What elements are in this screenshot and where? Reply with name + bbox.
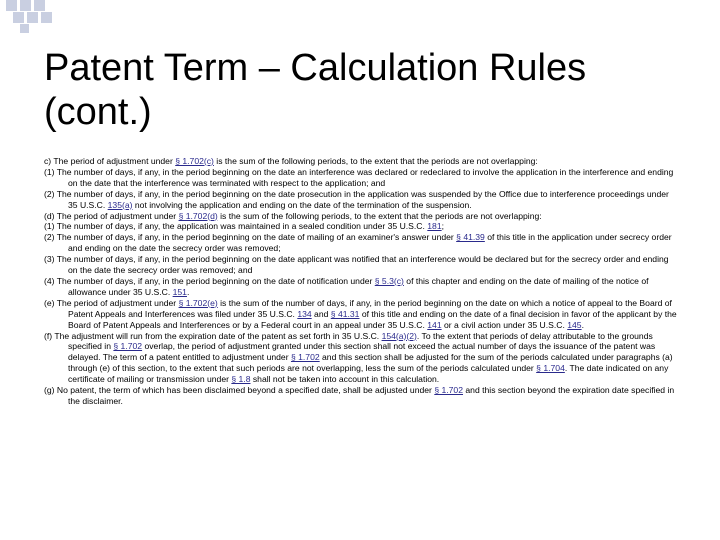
- paragraph-text: and this section beyond the expiration date specified in the disclaimer.: [68, 385, 675, 406]
- paragraph-text: of this title in the application under secrecy order and ending on the date the secrecy order was removed;: [68, 232, 672, 254]
- paragraph-text: not involving the application and ending on the date of the termination of the suspension.: [132, 199, 472, 210]
- paragraph-text: (4) The number of days, if any, in the period beginning on the date of notification under: [44, 275, 375, 286]
- citation-link[interactable]: § 1.704: [536, 363, 565, 374]
- paragraph-text: shall not be taken into account in this calculation.: [250, 374, 440, 385]
- rule-paragraph: [44, 331, 680, 386]
- paragraph-text: . To the extent that periods of delay attributable to the grounds specified in: [68, 330, 653, 352]
- rule-paragraph: [44, 189, 680, 211]
- paragraph-text: of this chapter and ending on the date of mailing of the notice of allowance under 35 U.S.C.: [68, 275, 649, 297]
- paragraph-text: . The date indicated on any certificate of mailing or transmission under: [68, 363, 669, 385]
- paragraph-text: (1) The number of days, if any, in the period beginning on the date an interference was declared or redeclared to involve the application in the interference and ending on the date that the interference was terminated with respect to the application; and: [44, 166, 674, 188]
- rule-paragraph: [44, 385, 680, 407]
- citation-link[interactable]: § 1.702: [113, 341, 143, 352]
- citation-link[interactable]: § 1.702(c): [175, 156, 214, 166]
- citation-link[interactable]: 141: [427, 319, 442, 330]
- paragraph-text: (2) The number of days, if any, in the period beginning on the date of mailing of an examiner's answer under: [44, 232, 457, 243]
- paragraph-text: is the sum of the following periods, to the extent that the periods are not overlapping:: [217, 210, 542, 221]
- paragraph-text: .: [581, 319, 584, 330]
- paragraph-text: .: [186, 286, 190, 297]
- paragraph-text: and: [311, 308, 331, 319]
- corner-decoration: [0, 0, 60, 34]
- citation-link[interactable]: § 1.8: [231, 374, 251, 385]
- rule-paragraph: [44, 232, 680, 254]
- paragraph-text: of this title and ending on the date of a final decision in favor of the applicant by the Board of Patent Appeals and Interferences or by a Federal court in an appeal under 35 U.S.C.: [68, 308, 677, 330]
- paragraph-text: is the sum of the following periods, to the extent that the periods are not overlapping:: [213, 156, 538, 166]
- citation-link[interactable]: 135(a): [107, 199, 133, 210]
- paragraph-text: (3) The number of days, if any, in the period beginning on the date applicant was notified that an interference would be declared but for the secrecy order and ending on the date the secrecy order was removed; and: [44, 254, 669, 276]
- paragraph-text: c) The period of adjustment under: [44, 156, 176, 166]
- slide-body: [44, 156, 680, 407]
- citation-link[interactable]: 154(a)(2): [381, 330, 417, 341]
- citation-link[interactable]: 145: [567, 319, 582, 330]
- citation-link[interactable]: § 1.702: [434, 385, 463, 396]
- citation-link[interactable]: § 5.3(c): [374, 275, 404, 286]
- paragraph-text: (1) The number of days, if any, the application was maintained in a sealed condition under 35 U.S.C.: [44, 221, 428, 232]
- paragraph-text: (2) The number of days, if any, in the period beginning on the date prosecution in the application was suspended by the Office due to interference proceedings under 35 U.S.C.: [44, 188, 669, 210]
- paragraph-text: ;: [441, 221, 445, 232]
- paragraph-text: or a civil action under 35 U.S.C.: [441, 319, 568, 330]
- paragraph-text: (f) The adjustment will run from the expiration date of the patent as set forth in 35 U.S.C.: [44, 330, 382, 341]
- paragraph-text: (g) No patent, the term of which has been disclaimed beyond a specified date, shall be adjusted under: [44, 385, 435, 396]
- citation-link[interactable]: 151: [172, 286, 187, 297]
- paragraph-text: (e) The period of adjustment under: [44, 297, 179, 308]
- citation-link[interactable]: 181: [427, 221, 442, 232]
- citation-link[interactable]: § 41.31: [330, 308, 360, 319]
- paragraph-text: (d) The period of adjustment under: [44, 210, 179, 221]
- rule-paragraph: [44, 167, 680, 189]
- citation-link[interactable]: § 41.39: [456, 232, 485, 243]
- citation-link[interactable]: § 1.702(d): [178, 210, 218, 221]
- paragraph-text: and this section shall be adjusted for the sum of the periods calculated under paragraphs (a) through (e) of this section, to the extent that such periods are not overlapping, less the sum of the periods calculated under: [68, 352, 673, 374]
- paragraph-text: is the sum of the number of days, if any, in the period beginning on the date on which a notice of appeal to the Board of Patent Appeals and Interferences was filed under 35 U.S.C.: [68, 297, 672, 319]
- rule-paragraph: [44, 276, 680, 298]
- citation-link[interactable]: § 1.702(e): [178, 297, 218, 308]
- citation-link[interactable]: § 1.702: [290, 352, 320, 363]
- rule-paragraph: [44, 221, 680, 232]
- citation-link[interactable]: 134: [297, 308, 312, 319]
- rule-paragraph: [44, 254, 680, 276]
- slide-title: Patent Term – Calculation Rules (cont.): [44, 47, 587, 133]
- rule-paragraph: [44, 156, 680, 167]
- rule-paragraph: [44, 298, 680, 331]
- rule-paragraph: [44, 211, 680, 222]
- paragraph-text: overlap, the period of adjustment granted under this section shall not exceed the actual number of days the issuance of the patent was delayed. The term of a patent entitled to adjustment under: [68, 341, 656, 363]
